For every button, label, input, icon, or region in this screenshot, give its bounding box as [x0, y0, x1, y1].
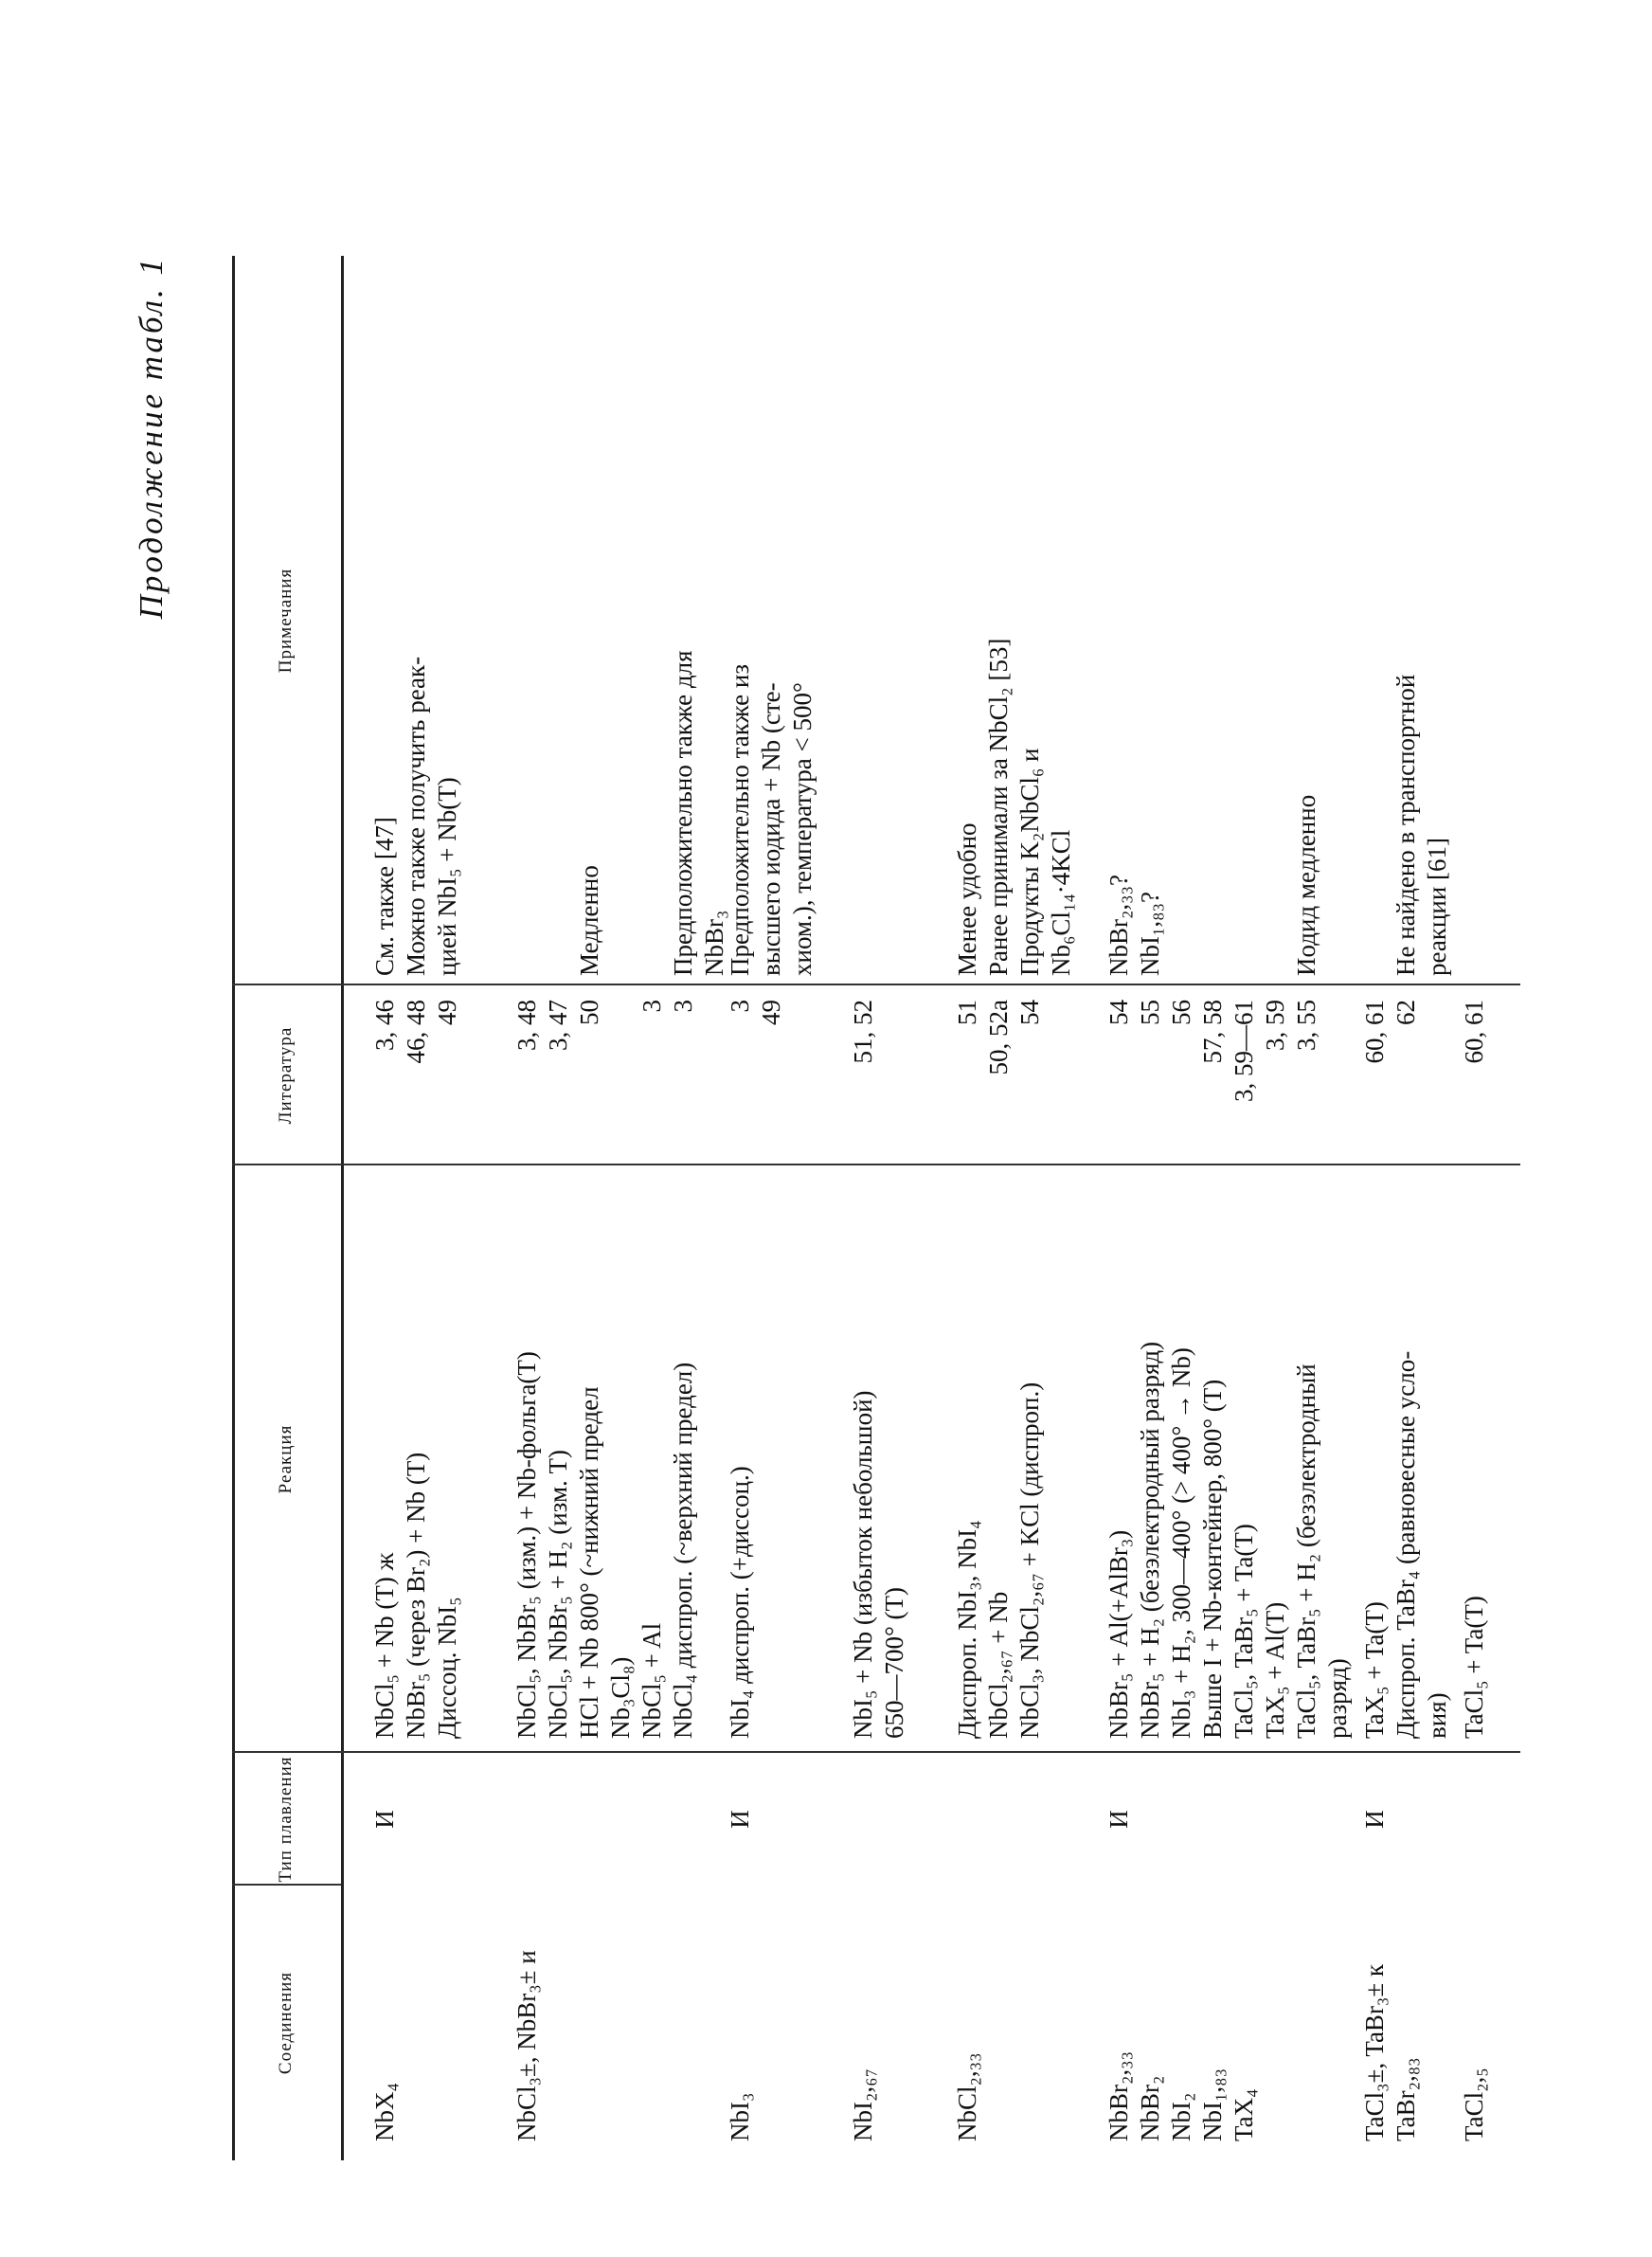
reaction-line: NbCl₅, NbBr₅ (изм.) + Nb-фольга(T): [512, 1351, 541, 1739]
cell-notes: [1104, 265, 1322, 976]
reaction-line: NbCl₅, NbBr₅ + H₂ (изм. T): [544, 1449, 572, 1739]
header-compound: Соединения: [276, 1971, 296, 2075]
cell-compound: [1359, 1914, 1422, 2141]
cell-literature: [725, 1000, 787, 1142]
compound-line: NbI₂: [1167, 2092, 1195, 2141]
melting-type-line: [1459, 1762, 1490, 1876]
header-notes: Примечания: [276, 568, 296, 674]
melting-type-line: И: [726, 1810, 754, 1829]
melting-type-line: И: [1360, 1810, 1389, 1829]
reaction-line: Диспроп. NbI₃, NbI₄: [953, 1520, 981, 1739]
reaction-line: Nb₃Cl₈): [606, 1656, 635, 1739]
cell-literature: [1459, 1000, 1490, 1142]
literature-line: 50, 52а: [984, 1000, 1013, 1075]
cell-compound: [848, 1914, 879, 2141]
cell-melting-type: [369, 1762, 401, 1876]
literature-line: 57, 58: [1198, 1000, 1227, 1064]
literature-line: 3, 47: [544, 1000, 572, 1051]
cell-literature: [369, 1000, 463, 1142]
cell-melting-type: [1459, 1762, 1490, 1876]
notes-line: [1359, 265, 1391, 976]
notes-line: Иодид медленно: [1292, 794, 1320, 976]
table-caption: Продолжение табл. 1: [133, 256, 170, 620]
reaction-line: 650—700° (T): [880, 1586, 908, 1739]
cell-reaction: [848, 1180, 910, 1739]
notes-line: [1197, 265, 1229, 976]
compound-line: NbI₁,₈₃: [1198, 2068, 1227, 2141]
reaction-line: TaCl₅, TaBr₅ + Ta(T): [1230, 1524, 1258, 1739]
compound-line: NbX₄: [370, 2083, 399, 2141]
literature-line: [605, 1000, 637, 1142]
literature-line: 49: [757, 1000, 785, 1025]
notes-line: [637, 265, 668, 976]
notes-line: цией NbI₅ + Nb(T): [433, 777, 461, 976]
reaction-line: Диссоц. NbI₅: [433, 1597, 461, 1739]
notes-line: NbBr₃: [700, 910, 728, 976]
literature-line: 3, 48: [512, 1000, 541, 1051]
literature-line: 51: [953, 1000, 981, 1025]
literature-line: 3: [637, 1000, 666, 1013]
reaction-line: NbBr₅ (через Br₂) + Nb (T): [402, 1452, 430, 1739]
literature-line: 55: [1136, 1000, 1164, 1025]
notes-line: [512, 265, 543, 976]
notes-line: хиом.), температура < 500°: [788, 682, 817, 976]
cell-notes: [369, 265, 463, 976]
compound-line: NbI₂,₆₇: [849, 2068, 877, 2141]
melting-type-line: [952, 1762, 983, 1876]
cell-literature: [848, 1000, 879, 1142]
reaction-line: Диспроп. TaBr₄ (равновесные усло-: [1392, 1350, 1420, 1739]
notes-line: [848, 265, 879, 976]
cell-compound: [725, 1914, 756, 2141]
melting-type-line: [848, 1762, 879, 1876]
reaction-line: HCl + Nb 800° (~нижний предел: [575, 1386, 603, 1739]
literature-line: 3, 59: [1261, 1000, 1289, 1051]
reaction-line: NbCl₅ + Al: [637, 1622, 666, 1739]
cell-notes: [1459, 265, 1490, 976]
notes-line: [1459, 265, 1490, 976]
notes-line: Nb₆Cl₁₄·4KCl: [1047, 829, 1075, 976]
cell-literature: [1359, 1000, 1422, 1142]
reaction-line: NbI₃ + H₂, 300—400° (> 400° → Nb): [1167, 1347, 1195, 1739]
col-divider: [232, 1751, 1520, 1753]
cell-reaction: [1459, 1180, 1490, 1739]
notes-line: Можно также получить реак-: [402, 656, 430, 976]
cell-compound: [952, 1914, 983, 2141]
cell-reaction: [512, 1180, 699, 1739]
reaction-line: NbCl₅ + Nb (T) ж: [370, 1552, 399, 1739]
compound-line: TaX₄: [1230, 2088, 1258, 2141]
cell-notes: [512, 265, 730, 976]
literature-line: 49: [433, 1000, 461, 1025]
reaction-line: NbBr₅ + H₂ (безэлектродный разряд): [1136, 1341, 1164, 1739]
header-literature: Литература: [276, 1026, 296, 1125]
col-divider: [232, 1164, 1520, 1165]
header-reaction: Реакция: [276, 1424, 296, 1494]
literature-line: 62: [1392, 1000, 1420, 1025]
literature-line: 60, 61: [1460, 1000, 1488, 1064]
literature-line: 51, 52: [849, 1000, 877, 1064]
cell-reaction: [1104, 1180, 1354, 1739]
compound-line: NbCl₂,₃₃: [953, 2052, 981, 2141]
reaction-line: NbCl₂,₆₇ + Nb: [984, 1591, 1013, 1739]
compound-line: TaCl₂,₅: [1460, 2067, 1488, 2141]
melting-type-line: И: [370, 1810, 399, 1829]
notes-line: NbI₁,₈₃?: [1136, 892, 1164, 976]
cell-compound: [1459, 1914, 1490, 2141]
cell-literature: [952, 1000, 1046, 1142]
cell-reaction: [369, 1180, 463, 1739]
cell-melting-type: [512, 1762, 543, 1876]
notes-line: высшего иодида + Nb (сте-: [757, 682, 785, 976]
literature-line: 3: [726, 1000, 754, 1013]
literature-line: 50: [575, 1000, 603, 1025]
notes-line: реакции [61]: [1423, 838, 1451, 976]
notes-line: Предположительно также для: [669, 650, 697, 976]
notes-line: NbBr₂,₃₃?: [1104, 875, 1133, 976]
notes-line: Менее удобно: [953, 822, 981, 976]
cell-compound: [512, 1914, 543, 2141]
reaction-line: NbBr₅ + Al(+AlBr₃): [1104, 1529, 1133, 1739]
melting-type-line: И: [1104, 1810, 1133, 1829]
cell-melting-type: [1104, 1762, 1135, 1876]
reaction-line: NbI₄ диспроп. (+диссоц.): [726, 1466, 754, 1739]
notes-line: Продукты K₂NbCl₆ и: [1015, 748, 1044, 976]
notes-line: [1166, 265, 1197, 976]
cell-melting-type: [725, 1762, 756, 1876]
col-divider: [232, 1884, 341, 1886]
header-melting-type: Тип плавления: [276, 1756, 296, 1883]
col-divider: [232, 984, 1520, 985]
header-rule: [341, 256, 344, 2160]
melting-type-line: [512, 1762, 543, 1876]
reaction-line: вия): [1423, 1692, 1451, 1739]
notes-line: [1229, 265, 1260, 976]
rotated-table: [133, 256, 1520, 2160]
literature-line: 60, 61: [1360, 1000, 1389, 1064]
cell-notes: [725, 265, 818, 976]
cell-compound: [1104, 1914, 1260, 2141]
reaction-line: NbI₅ + Nb (избыток небольшой): [849, 1390, 877, 1739]
reaction-line: NbCl₄ диспроп. (~верхний предел): [669, 1362, 697, 1739]
cell-reaction: [952, 1180, 1046, 1739]
reaction-line: разряд): [1323, 1658, 1352, 1739]
literature-line: 54: [1104, 1000, 1133, 1025]
cell-notes: [952, 265, 1077, 976]
literature-line: 3, 46: [370, 1000, 399, 1051]
reaction-line: Выше I + Nb-контейнер, 800° (T): [1198, 1379, 1227, 1739]
reaction-line: TaX₅ + Ta(T): [1360, 1601, 1389, 1739]
cell-melting-type: [1359, 1762, 1391, 1876]
cell-reaction: [725, 1180, 756, 1739]
compound-line: NbCl₃±, NbBr₃± и: [512, 1950, 541, 2141]
reaction-line: TaX₅ + Al(T): [1261, 1601, 1289, 1739]
cell-reaction: [1359, 1180, 1453, 1739]
notes-line: Ранее принимали за NbCl₂ [53]: [984, 638, 1013, 976]
compound-line: NbI₃: [726, 2092, 754, 2141]
cell-notes: [848, 265, 879, 976]
cell-compound: [369, 1914, 401, 2141]
reaction-line: TaCl₅, TaBr₅ + H₂ (безэлектродный: [1292, 1363, 1320, 1739]
notes-line: [543, 265, 574, 976]
notes-line: См. также [47]: [370, 817, 399, 976]
literature-line: 3: [669, 1000, 697, 1013]
compound-line: TaCl₃±, TaBr₃± к: [1360, 1963, 1389, 2141]
compound-line: NbBr₂: [1136, 2075, 1164, 2141]
notes-line: Предположительно также из: [726, 663, 754, 976]
notes-line: Не найдено в транспортной: [1392, 674, 1420, 976]
notes-line: Медленно: [575, 865, 603, 976]
compound-line: NbBr₂,₃₃: [1104, 2051, 1133, 2141]
reaction-line: NbCl₃, NbCl₂,₆₇ + KCl (диспроп.): [1015, 1381, 1044, 1739]
cell-notes: [1359, 265, 1453, 976]
reaction-line: TaCl₅ + Ta(T): [1460, 1596, 1488, 1739]
compound-line: TaBr₂,₈₃: [1392, 2057, 1420, 2141]
cell-literature: [512, 1000, 699, 1142]
cell-literature: [1104, 1000, 1322, 1142]
literature-line: 56: [1167, 1000, 1195, 1025]
literature-line: 3, 59—61: [1230, 1000, 1258, 1102]
cell-melting-type: [952, 1762, 983, 1876]
literature-line: 54: [1015, 1000, 1044, 1025]
literature-line: 3, 55: [1292, 1000, 1320, 1051]
notes-line: [605, 265, 637, 976]
literature-line: 46, 48: [402, 1000, 430, 1064]
notes-line: [1260, 265, 1291, 976]
cell-melting-type: [848, 1762, 879, 1876]
